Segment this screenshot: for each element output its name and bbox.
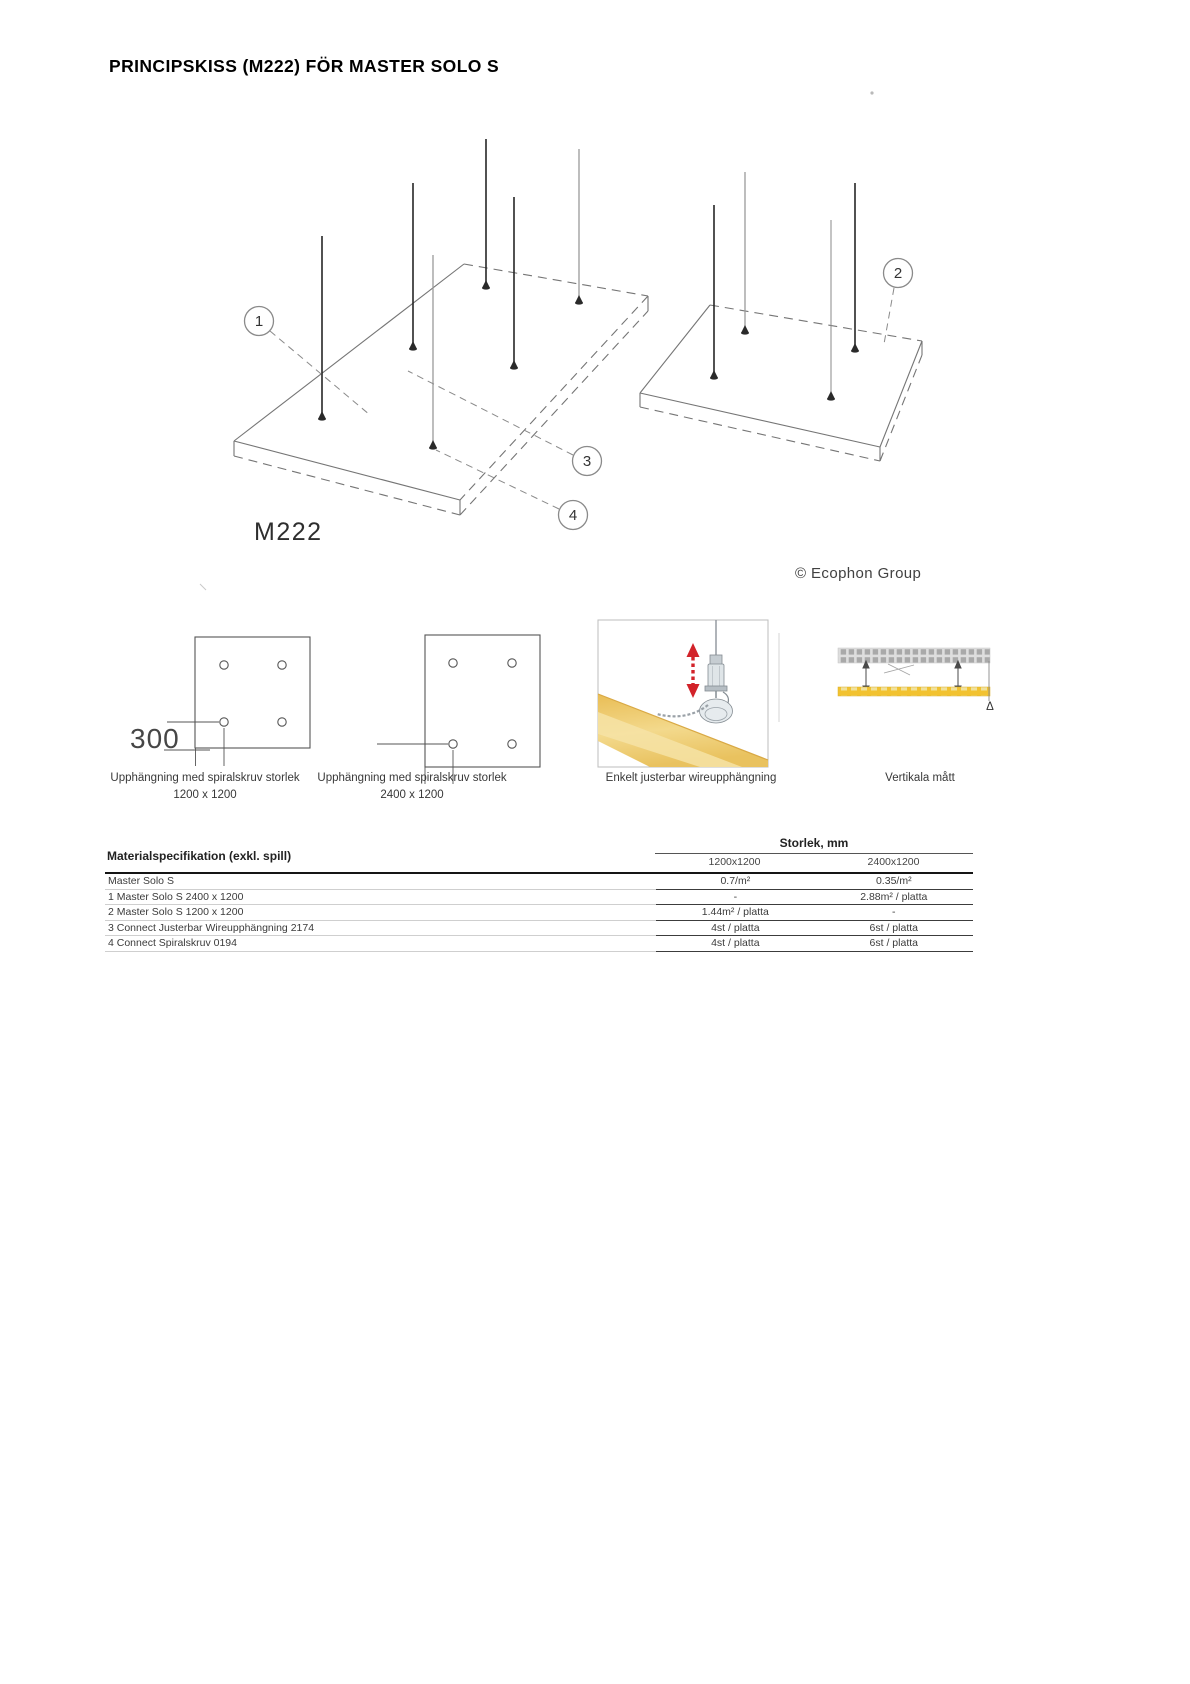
material-spec-table xyxy=(105,836,973,952)
row-label: 4 Connect Spiralskruv 0194 xyxy=(105,936,656,952)
detail-fig-screw-layout-1200 xyxy=(130,637,310,766)
table-row xyxy=(105,890,973,906)
table-row xyxy=(105,874,973,890)
panel-1200x1200 xyxy=(640,305,922,461)
detail-fig-vertical-dimensions xyxy=(779,633,994,722)
svg-text:4: 4 xyxy=(568,507,578,524)
column-header-2400: 2400x1200 xyxy=(867,856,920,868)
delta-symbol: Δ xyxy=(986,701,994,713)
detail-fig-wire-hanger xyxy=(598,620,768,767)
principle-diagram xyxy=(0,0,1190,830)
caption-fig1 xyxy=(110,770,299,804)
table-header xyxy=(105,836,973,872)
column-header-1200: 1200x1200 xyxy=(708,856,761,868)
row-value-1200: 0.7/m² xyxy=(656,874,814,890)
size-header: Storlek, mm xyxy=(779,836,849,850)
row-label: 3 Connect Justerbar Wireupphängning 2174 xyxy=(105,921,656,937)
dimension-300: 300 xyxy=(130,723,180,754)
svg-text:1: 1 xyxy=(254,313,264,330)
panel-2400x1200 xyxy=(234,264,648,515)
row-label: 1 Master Solo S 2400 x 1200 xyxy=(105,890,656,906)
row-value-2400: 0.35/m² xyxy=(815,874,973,890)
scan-speck xyxy=(200,584,206,590)
table-title: Materialspecifikation (exkl. spill) xyxy=(107,849,292,863)
row-value-2400: - xyxy=(815,905,973,921)
row-label: Master Solo S xyxy=(105,874,656,890)
caption-fig3-line1: Enkelt justerbar wireupphängning xyxy=(605,772,777,784)
row-value-2400: 6st / platta xyxy=(815,936,973,952)
copyright: © Ecophon Group xyxy=(795,565,922,582)
caption-fig1-line1: Upphängning med spiralskruv storlek xyxy=(110,772,300,784)
table-row xyxy=(105,936,973,952)
svg-text:3: 3 xyxy=(582,453,592,470)
svg-text:2: 2 xyxy=(893,265,903,282)
caption-fig1-line2: 1200 x 1200 xyxy=(173,789,237,801)
callout-2 xyxy=(884,259,913,345)
caption-fig2 xyxy=(317,770,506,804)
table-row xyxy=(105,921,973,937)
row-value-1200: - xyxy=(656,890,814,906)
caption-fig3 xyxy=(606,770,777,787)
panel-bar xyxy=(838,687,990,696)
row-value-1200: 4st / platta xyxy=(656,921,814,937)
row-value-2400: 6st / platta xyxy=(815,921,973,937)
soffit-hatch xyxy=(838,648,990,663)
row-label: 2 Master Solo S 1200 x 1200 xyxy=(105,905,656,921)
row-value-2400: 2.88m² / platta xyxy=(815,890,973,906)
caption-fig4-line1: Vertikala mått xyxy=(885,772,955,784)
detail-fig-screw-layout-2400 xyxy=(377,635,540,784)
scan-speck xyxy=(870,91,873,94)
caption-fig4 xyxy=(885,770,955,787)
model-label: M222 xyxy=(254,518,323,546)
page-title: PRINCIPSKISS (M222) FÖR MASTER SOLO S xyxy=(109,56,500,76)
table-row xyxy=(105,905,973,921)
caption-fig2-line1: Upphängning med spiralskruv storlek xyxy=(317,772,507,784)
row-value-1200: 1.44m² / platta xyxy=(656,905,814,921)
row-value-1200: 4st / platta xyxy=(656,936,814,952)
caption-fig2-line2: 2400 x 1200 xyxy=(380,789,444,801)
